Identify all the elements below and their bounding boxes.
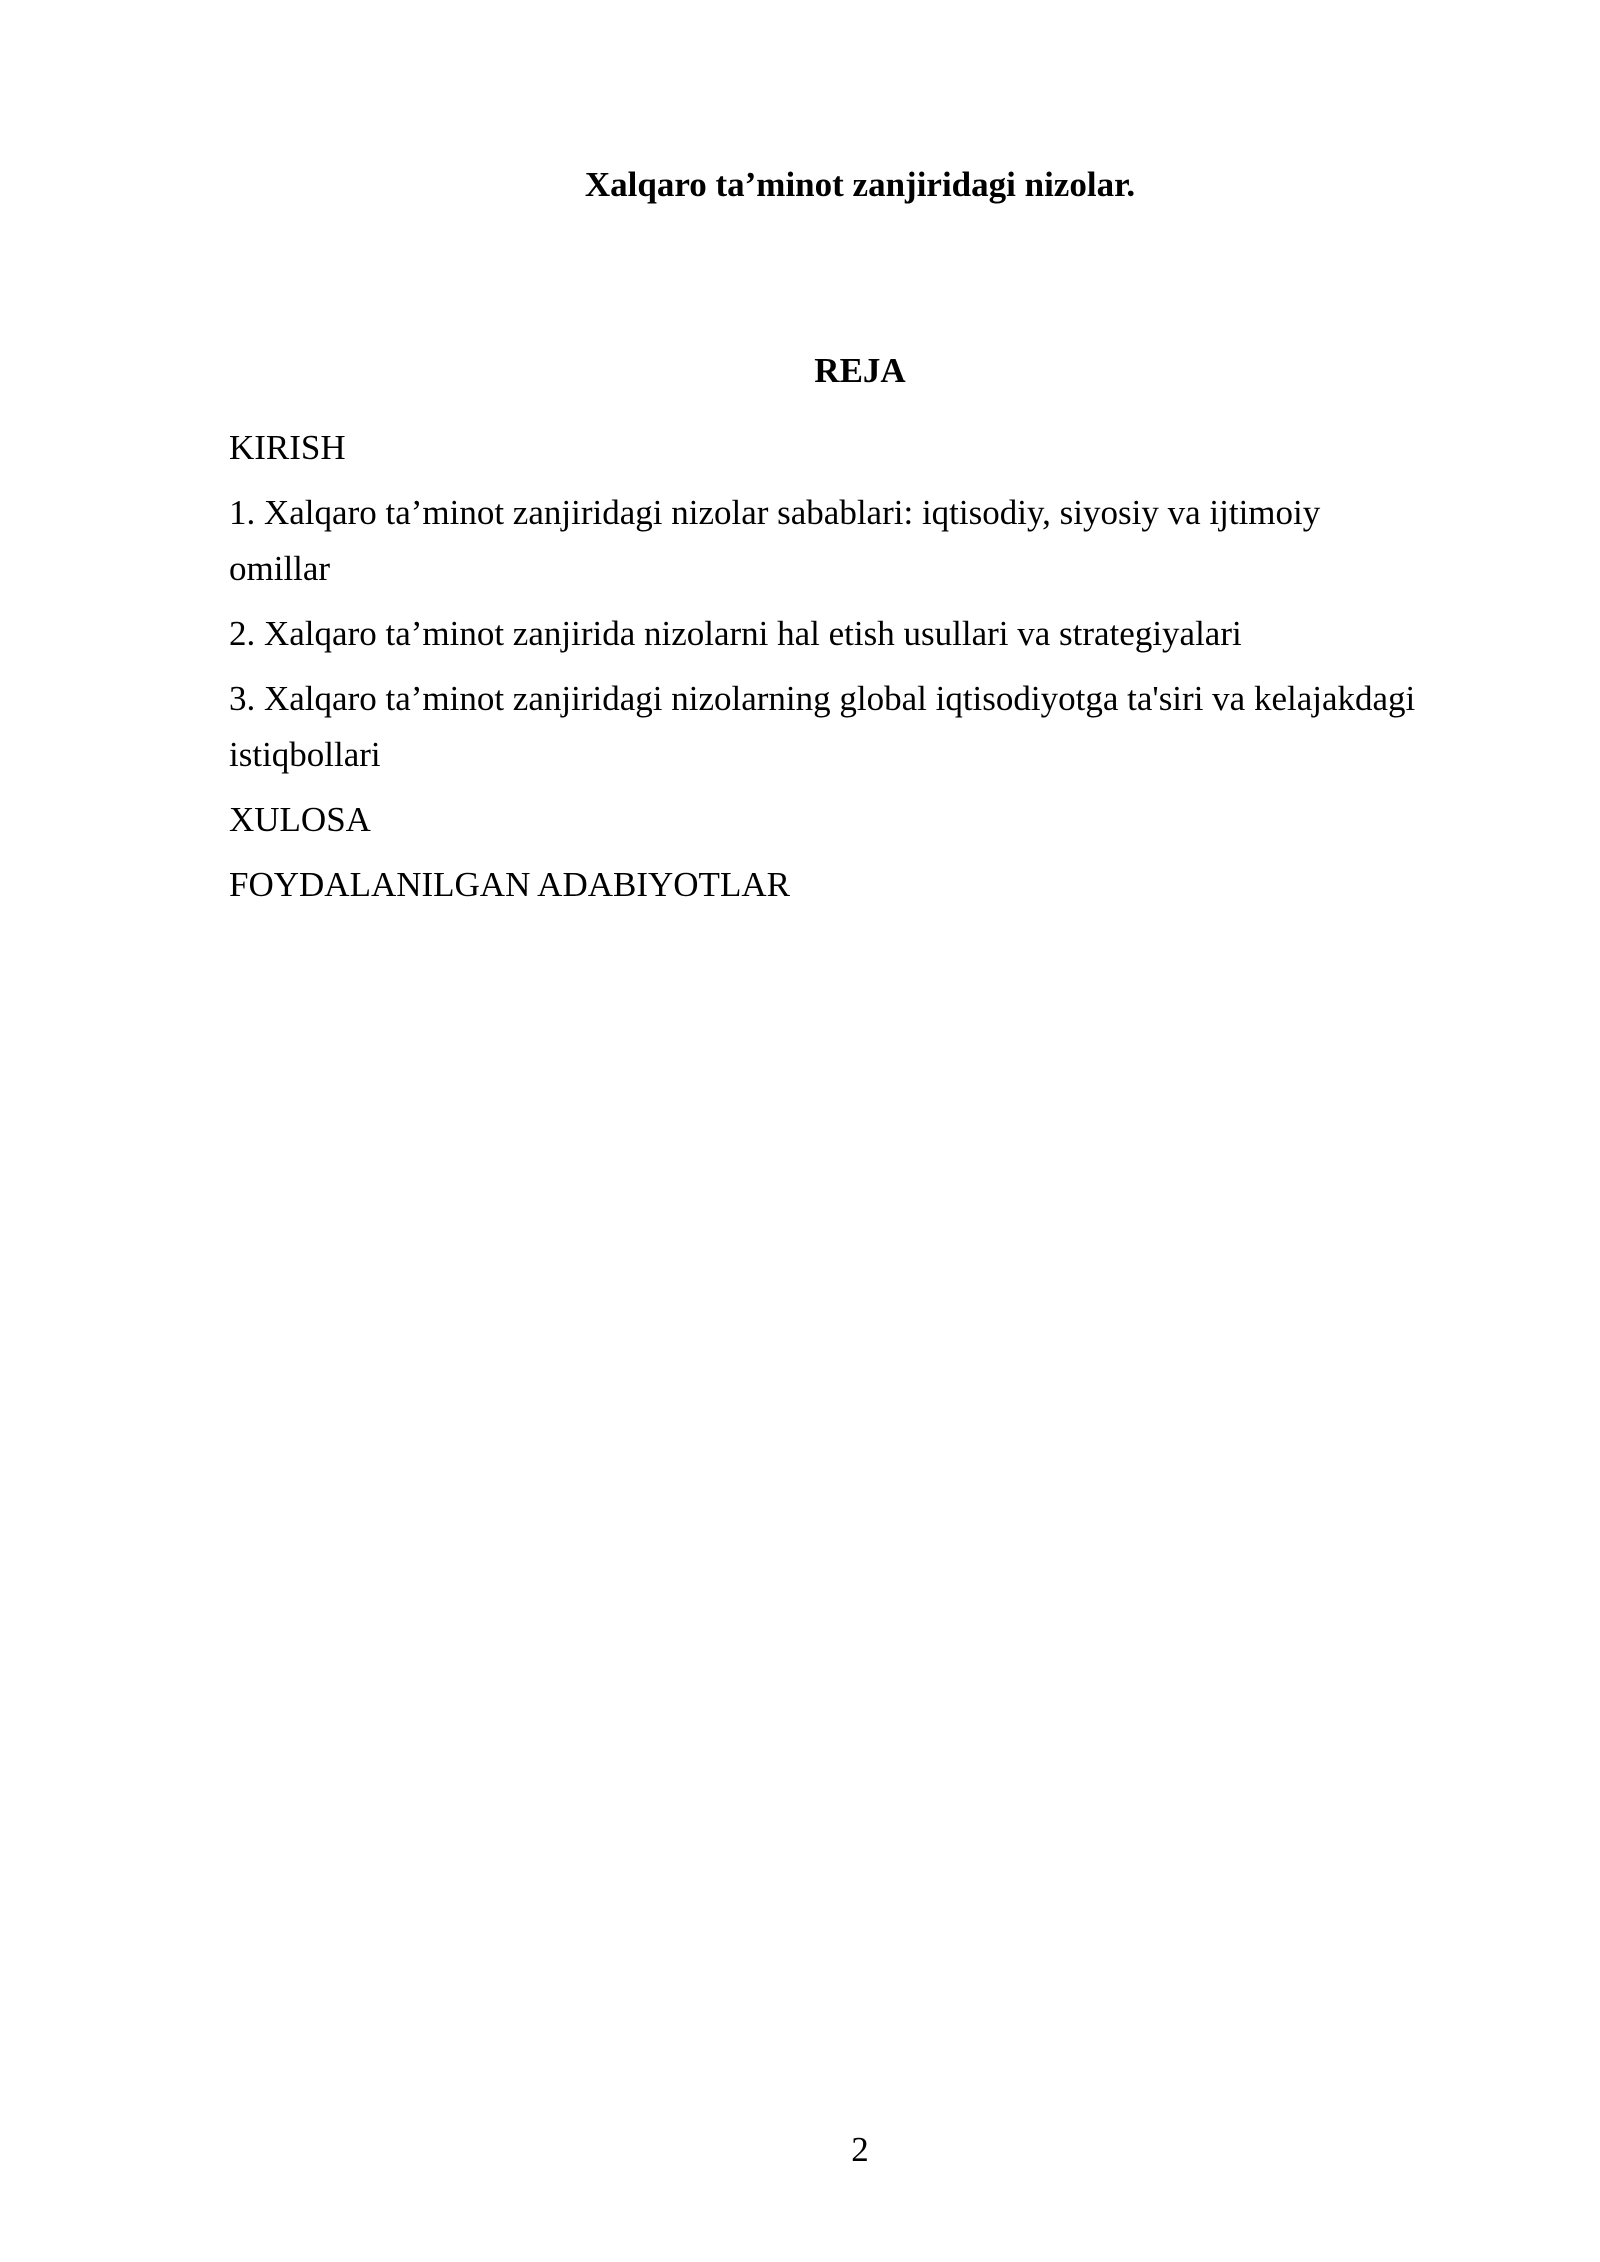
- page-number: 2: [851, 2130, 869, 2169]
- plan-list: [229, 420, 1429, 922]
- document-title: Xalqaro ta’minot zanjiridagi nizolar.: [584, 165, 1136, 204]
- plan-item-1: 1. Xalqaro ta’minot zanjiridagi nizolar sabablari: iqtisodiy, siyosiy va ijtimoiy omillar: [229, 493, 1321, 588]
- plan-heading: REJA: [814, 351, 906, 390]
- plan-item-3: 3. Xalqaro ta’minot zanjiridagi nizolarning global iqtisodiyotga ta'siri va kelajakdagi istiqbollari: [229, 679, 1416, 774]
- plan-item-references: FOYDALANILGAN ADABIYOTLAR: [229, 865, 790, 904]
- plan-item-introduction: KIRISH: [229, 428, 346, 467]
- plan-item-2: 2. Xalqaro ta’minot zanjirida nizolarni hal etish usullari va strategiyalari: [229, 614, 1242, 653]
- plan-item-conclusion: XULOSA: [229, 800, 371, 839]
